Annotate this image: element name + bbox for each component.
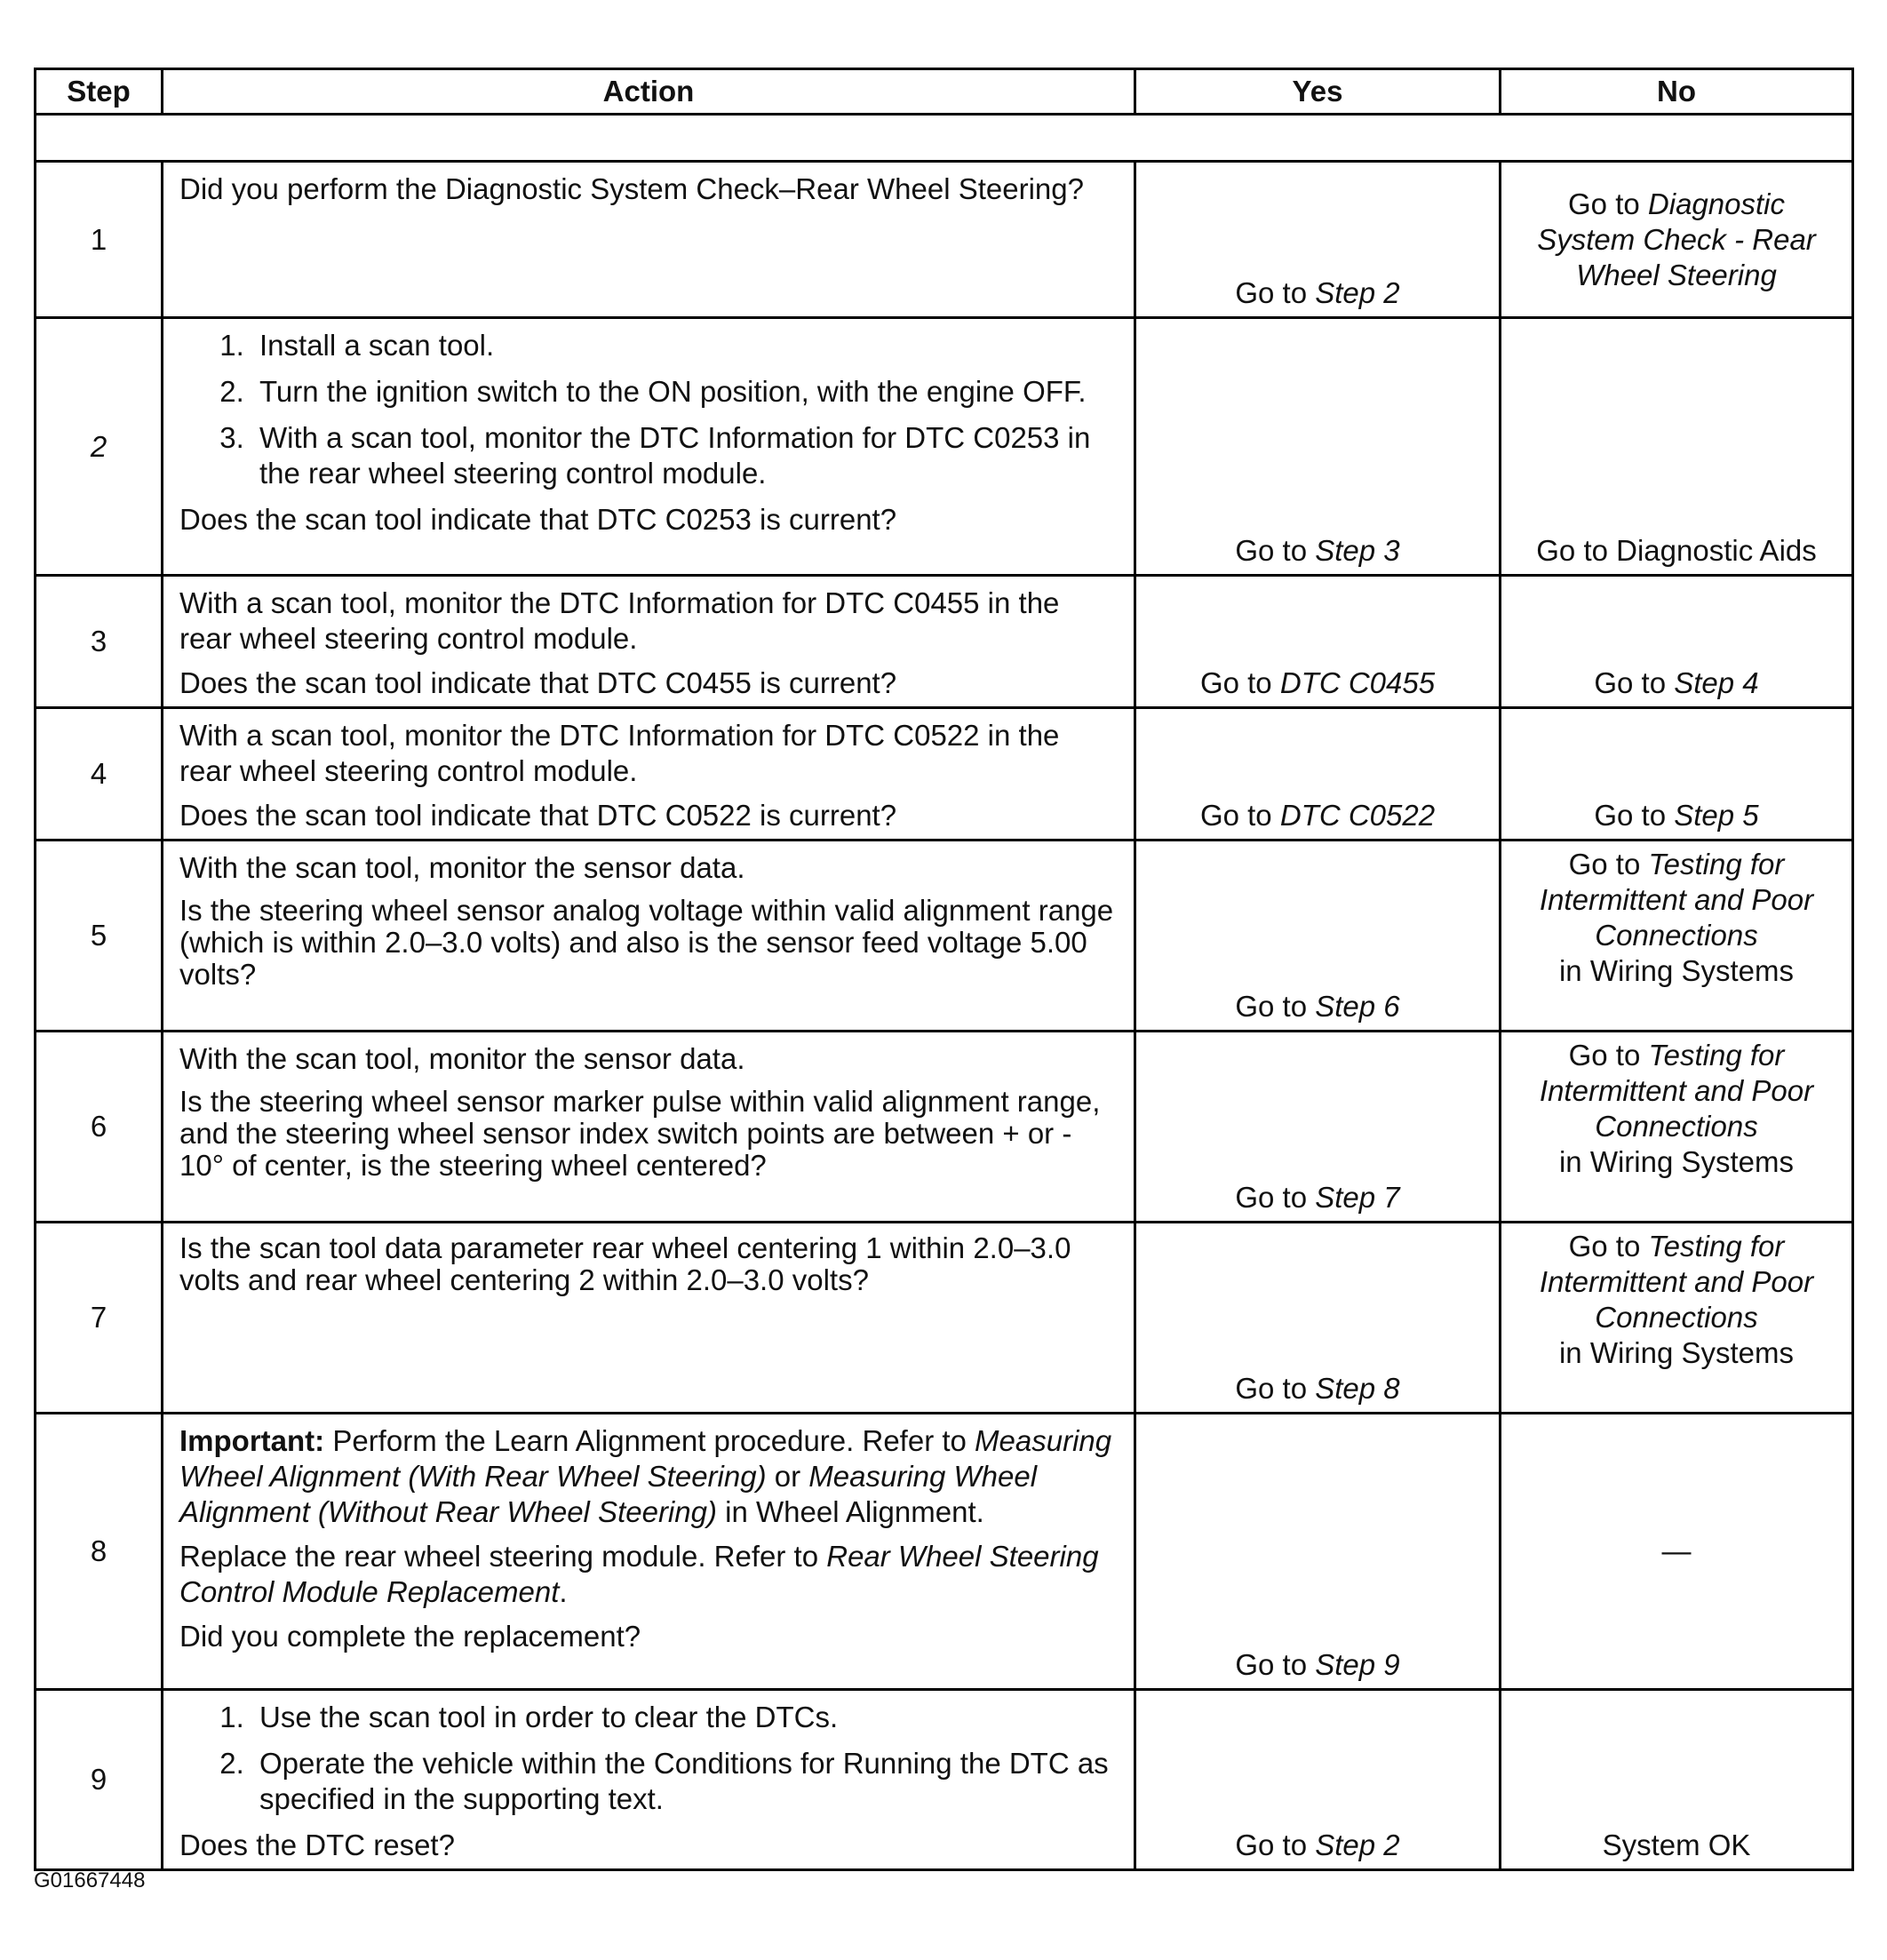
- yes-prefix: Go to: [1235, 534, 1316, 567]
- replace-text: Replace the rear wheel steering module. Refer to: [179, 1540, 827, 1573]
- no-cell: [1501, 162, 1853, 318]
- action-text: With the scan tool, monitor the sensor data.: [179, 851, 745, 884]
- important-note: [179, 1423, 1118, 1530]
- yes-prefix: Go to: [1235, 990, 1316, 1023]
- action-question: Did you perform the Diagnostic System Check–Rear Wheel Steering?: [179, 172, 1084, 205]
- step-number: 4: [36, 708, 163, 841]
- table-row: [36, 1223, 1853, 1414]
- no-cell[interactable]: Go to Diagnostic Aids: [1501, 318, 1853, 576]
- table-row: [36, 841, 1853, 1032]
- important-label: Important:: [179, 1424, 325, 1457]
- header-step: Step: [36, 69, 163, 115]
- blank-cell: [36, 115, 1853, 162]
- no-cell: System OK: [1501, 1690, 1853, 1870]
- yes-ref[interactable]: Step 6: [1315, 990, 1400, 1023]
- yes-prefix: Go to: [1235, 1829, 1316, 1861]
- yes-cell: [1135, 162, 1501, 318]
- no-suffix: in Wiring Systems: [1558, 954, 1795, 987]
- yes-prefix: Go to: [1235, 1648, 1316, 1681]
- no-cell: [1501, 1223, 1853, 1414]
- ref-link[interactable]: Measuring Wheel Alignment (With Rear Wheel Steering): [179, 1424, 1112, 1493]
- no-ref[interactable]: Diagnostic System Check - Rear Wheel Steering: [1537, 187, 1816, 291]
- list-item: 2. Operate the vehicle within the Conditions for Running the DTC as specified in the supporting text.: [252, 1746, 1118, 1817]
- no-suffix: in Wiring Systems: [1558, 1336, 1795, 1369]
- action-cell: [163, 318, 1135, 576]
- list-item: 3. With a scan tool, monitor the DTC Information for DTC C0253 in the rear wheel steering control module.: [252, 420, 1118, 491]
- figure-id: G01667448: [34, 1868, 146, 1892]
- yes-ref[interactable]: Step 3: [1315, 534, 1400, 567]
- yes-prefix: Go to: [1235, 276, 1316, 309]
- yes-cell: [1135, 576, 1501, 708]
- header-row: [36, 69, 1853, 115]
- step-number: 7: [36, 1223, 163, 1414]
- action-cell: [163, 1414, 1135, 1690]
- or-text: or: [766, 1460, 809, 1493]
- no-prefix: Go to: [1568, 848, 1649, 880]
- action-question: Does the DTC reset?: [179, 1829, 455, 1861]
- list-item: 2. Turn the ignition switch to the ON position, with the engine OFF.: [252, 374, 1118, 410]
- yes-cell: [1135, 318, 1501, 576]
- action-list: [179, 1700, 1118, 1817]
- ref-link[interactable]: Rear Wheel Steering Control Module Replacement: [179, 1540, 1099, 1608]
- yes-ref[interactable]: Step 2: [1315, 1829, 1400, 1861]
- no-ref[interactable]: Testing for Intermittent and Poor Connections: [1539, 1039, 1814, 1143]
- action-list: [179, 328, 1118, 491]
- step-number: 5: [36, 841, 163, 1032]
- action-question: Is the steering wheel sensor analog voltage within valid alignment range (which is within 2.0–3.0 volts) and also is the sensor feed voltage 5.00 volts?: [179, 894, 1114, 991]
- action-question: Does the scan tool indicate that DTC C0522 is current?: [179, 799, 897, 832]
- table-row: [36, 1690, 1853, 1870]
- table-row: [36, 1032, 1853, 1223]
- table-row: [36, 576, 1853, 708]
- yes-cell: [1135, 1032, 1501, 1223]
- no-suffix: in Wiring Systems: [1558, 1145, 1795, 1178]
- action-text: With the scan tool, monitor the sensor data.: [179, 1042, 745, 1075]
- header-yes: Yes: [1135, 69, 1501, 115]
- no-ref[interactable]: Testing for Intermittent and Poor Connections: [1539, 848, 1814, 952]
- yes-ref[interactable]: Step 7: [1315, 1181, 1400, 1214]
- yes-cell: [1135, 841, 1501, 1032]
- diagnostic-table: [34, 68, 1854, 1871]
- yes-prefix: Go to: [1199, 799, 1280, 832]
- step-number: 9: [36, 1690, 163, 1870]
- no-ref[interactable]: Testing for Intermittent and Poor Connections: [1539, 1230, 1814, 1334]
- action-question: Is the steering wheel sensor marker pulse within valid alignment range, and the steering wheel sensor index switch points are between + or - 10° of center, is the steering wheel centered?: [179, 1085, 1101, 1182]
- yes-ref[interactable]: Step 2: [1315, 276, 1400, 309]
- yes-prefix: Go to: [1235, 1372, 1316, 1405]
- no-prefix: Go to: [1568, 1230, 1649, 1263]
- yes-prefix: Go to: [1235, 1181, 1316, 1214]
- period: .: [559, 1575, 568, 1608]
- yes-ref[interactable]: DTC C0522: [1279, 799, 1436, 832]
- action-question: Does the scan tool indicate that DTC C0455 is current?: [179, 666, 897, 699]
- step-number: 6: [36, 1032, 163, 1223]
- header-no: No: [1501, 69, 1853, 115]
- no-prefix: Go to: [1594, 799, 1675, 832]
- action-question: Does the scan tool indicate that DTC C0253 is current?: [179, 503, 897, 536]
- no-prefix: Go to: [1594, 666, 1675, 699]
- yes-cell: [1135, 1223, 1501, 1414]
- step-number: 8: [36, 1414, 163, 1690]
- table-row: [36, 1414, 1853, 1690]
- no-cell: —: [1501, 1414, 1853, 1690]
- yes-prefix: Go to: [1199, 666, 1280, 699]
- header-action: Action: [163, 69, 1135, 115]
- no-cell: [1501, 576, 1853, 708]
- action-cell: [163, 708, 1135, 841]
- no-cell: [1501, 841, 1853, 1032]
- no-ref[interactable]: Step 5: [1674, 799, 1759, 832]
- in-text: in Wheel Alignment.: [716, 1495, 984, 1528]
- no-cell: [1501, 1032, 1853, 1223]
- list-item: 1. Install a scan tool.: [252, 328, 1118, 363]
- action-text: With a scan tool, monitor the DTC Information for DTC C0455 in the rear wheel steering control module.: [179, 586, 1060, 655]
- action-cell: [163, 1690, 1135, 1870]
- yes-ref[interactable]: Step 9: [1315, 1648, 1400, 1681]
- yes-cell: [1135, 1414, 1501, 1690]
- yes-cell: [1135, 1690, 1501, 1870]
- no-prefix: Go to: [1568, 1039, 1649, 1072]
- important-text: Perform the Learn Alignment procedure. Refer to: [324, 1424, 975, 1457]
- step-number: 1: [36, 162, 163, 318]
- action-text: With a scan tool, monitor the DTC Information for DTC C0522 in the rear wheel steering control module.: [179, 719, 1060, 787]
- yes-cell: [1135, 708, 1501, 841]
- yes-ref[interactable]: DTC C0455: [1279, 666, 1436, 699]
- action-cell: [163, 162, 1135, 318]
- ref-link[interactable]: Measuring Wheel Alignment (Without Rear Wheel Steering): [179, 1460, 1038, 1528]
- table-row: [36, 708, 1853, 841]
- table-row: [36, 162, 1853, 318]
- no-prefix: Go to: [1568, 187, 1648, 220]
- no-cell: [1501, 708, 1853, 841]
- action-question: Did you complete the replacement?: [179, 1620, 641, 1653]
- replace-instruction: [179, 1539, 1118, 1610]
- action-cell: [163, 576, 1135, 708]
- action-cell: [163, 1032, 1135, 1223]
- list-item: 1. Use the scan tool in order to clear the DTCs.: [252, 1700, 1118, 1735]
- blank-row: [36, 115, 1853, 162]
- table-row: [36, 318, 1853, 576]
- step-number: 2: [36, 318, 163, 576]
- action-question: Is the scan tool data parameter rear wheel centering 1 within 2.0–3.0 volts and rear wheel centering 2 within 2.0–3.0 volts?: [179, 1231, 1071, 1296]
- yes-ref[interactable]: Step 8: [1315, 1372, 1400, 1405]
- action-cell: [163, 841, 1135, 1032]
- action-cell: [163, 1223, 1135, 1414]
- step-number: 3: [36, 576, 163, 708]
- no-ref[interactable]: Step 4: [1674, 666, 1759, 699]
